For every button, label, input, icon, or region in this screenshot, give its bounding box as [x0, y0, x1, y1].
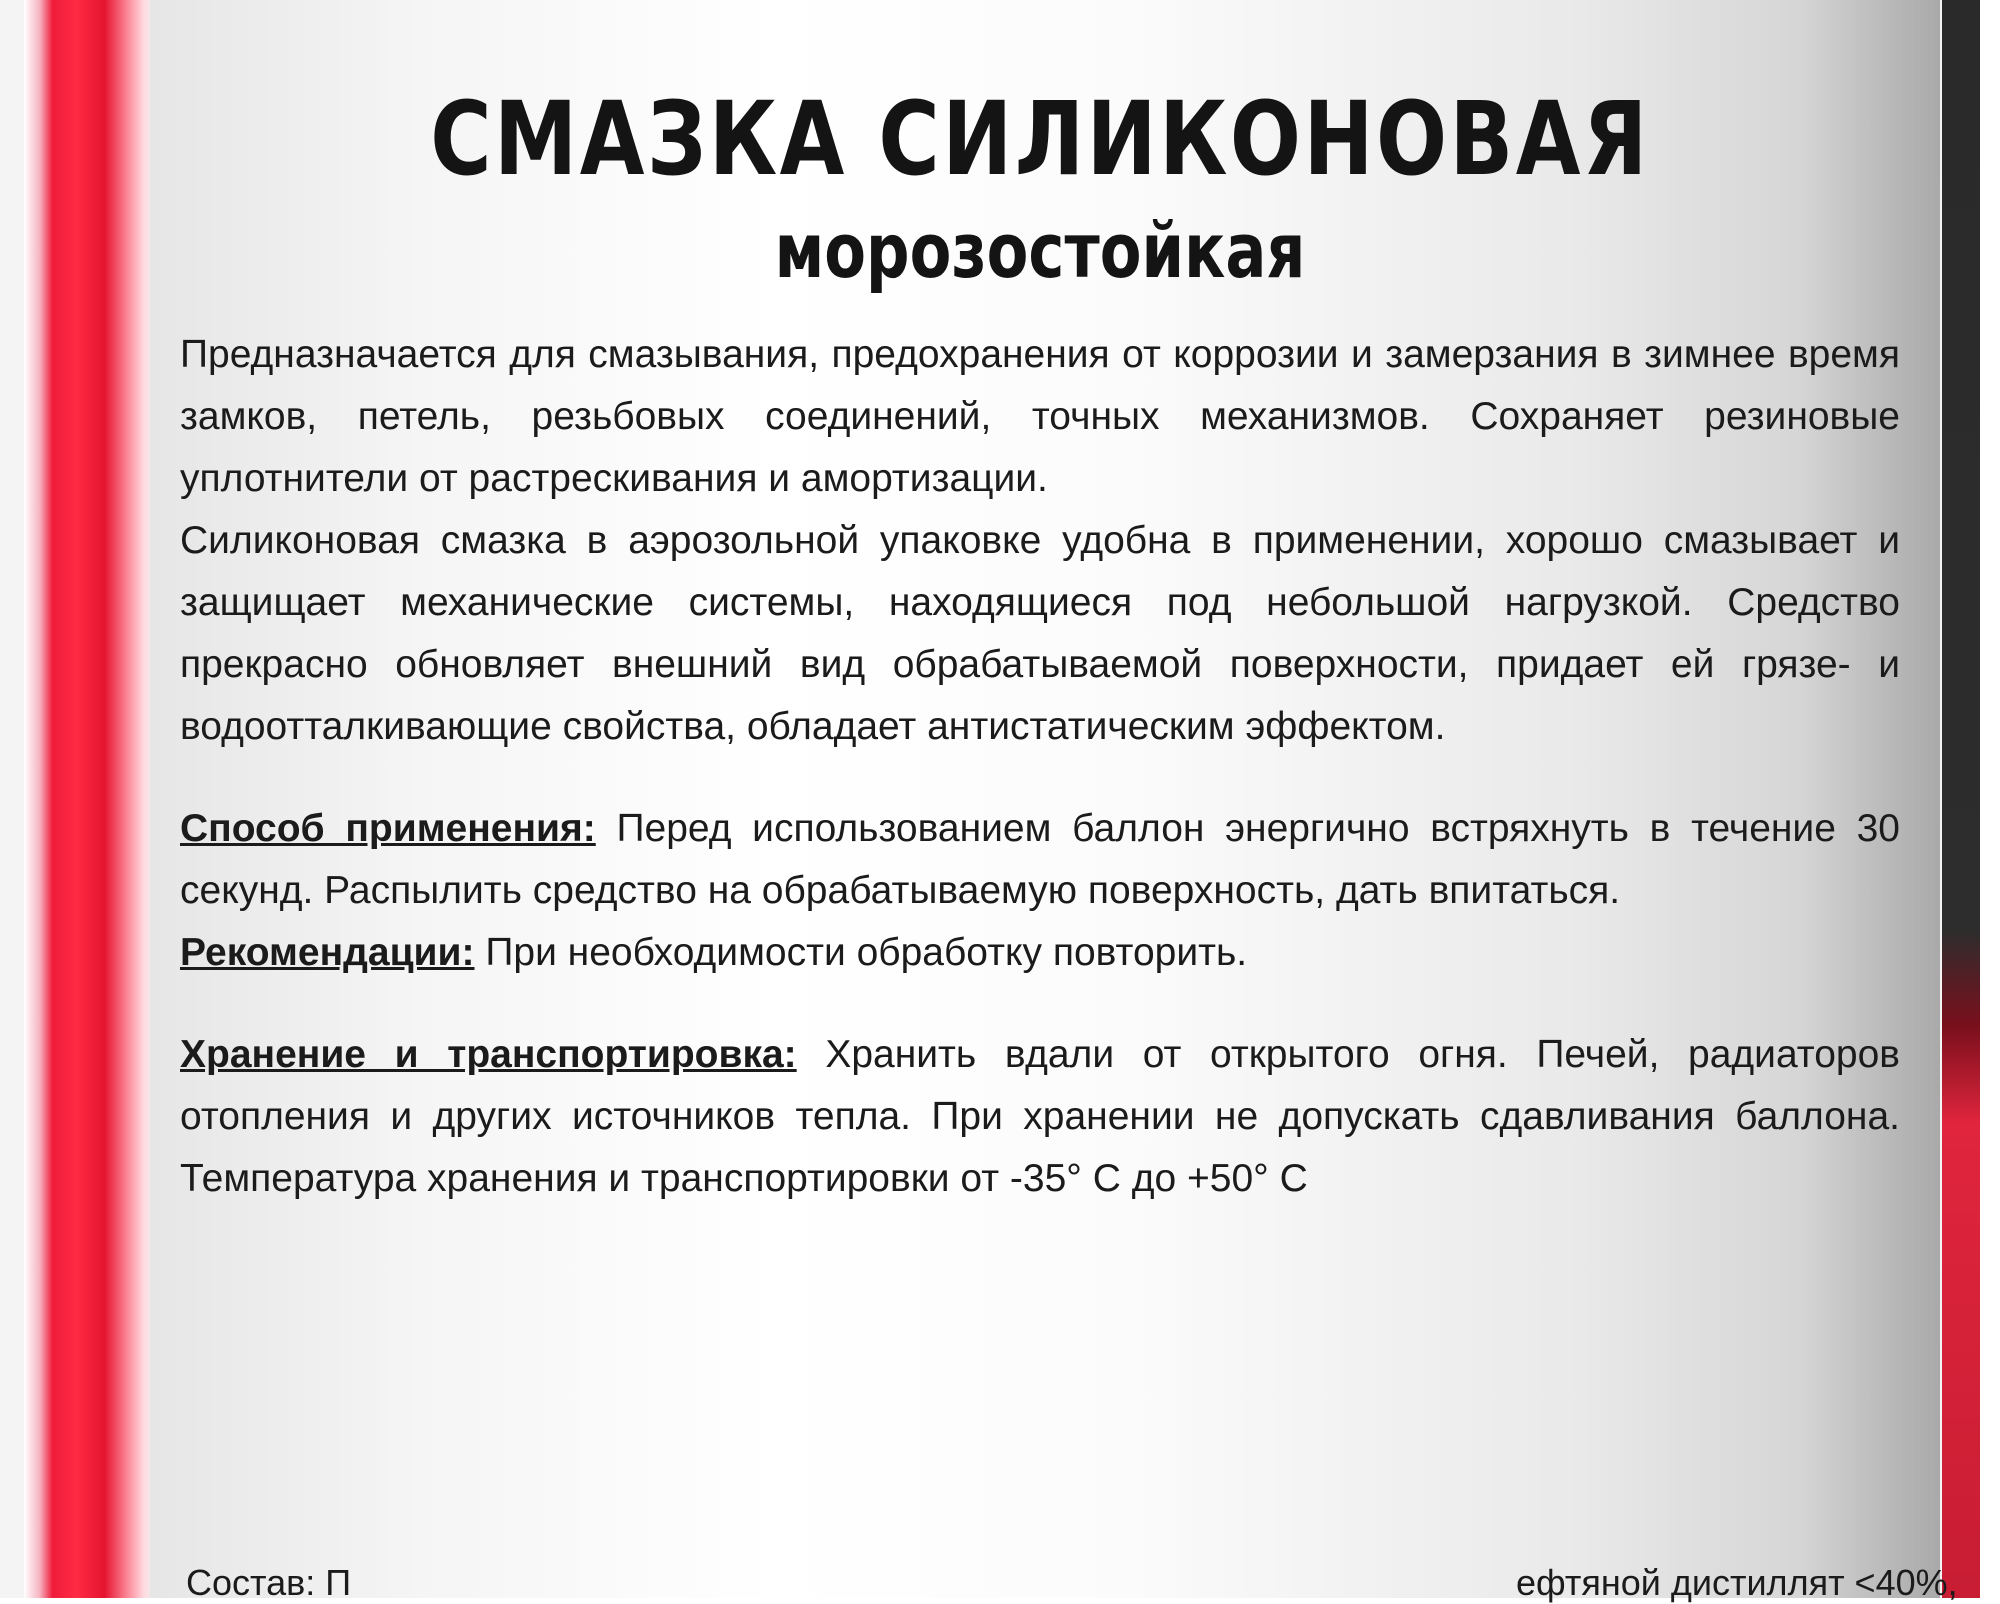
storage-text: Хранить вдали от открытого огня. Печей, радиаторов отопления и других источников тепла. При хранении не допускать сдавливания баллона. Температура хранения и транспортировки от -35° С до +50° С: [180, 1033, 1901, 1200]
recommendations-section: [180, 922, 1900, 984]
background-edge: [1980, 0, 2000, 1604]
can-stripe-right: [1942, 0, 1980, 1604]
storage-heading: Хранение и транспортировка:: [180, 1033, 797, 1076]
usage-heading: Способ применения:: [180, 807, 596, 850]
product-subtitle: морозостойкая: [774, 206, 1306, 295]
usage-section: [180, 798, 1900, 922]
storage-section: [180, 1024, 1900, 1210]
product-title: СМАЗКА СИЛИКОНОВАЯ: [430, 80, 1650, 199]
recommendations-heading: Рекомендации:: [180, 931, 475, 974]
composition-line-cropped: [186, 1562, 1958, 1604]
usage-text: Перед использованием баллон энергично встряхнуть в течение 30 секунд. Распылить средство на обрабатываемую поверхность, дать впитаться.: [180, 807, 1900, 912]
recommendations-text: При необходимости обработку повторить.: [485, 931, 1248, 974]
product-label-text: [180, 80, 1900, 1210]
description-paragraph-1: Предназначается для смазывания, предохранения от коррозии и замерзания в зимнее время замков, петель, резьбовых соединений, точных механизмов. Сохраняет резиновые уплотнители от растрескивания и амортизации.: [180, 333, 1900, 500]
composition-left: Состав: П: [186, 1562, 352, 1603]
description-paragraph-2: Силиконовая смазка в аэрозольной упаковке удобна в применении, хорошо смазывает и защищает механические системы, находящиеся под небольшой нагрузкой. Средство прекрасно обновляет внешний вид обрабатываемой поверхности, придает ей грязе- и водоотталкивающие свойства, обладает антистатическим эффектом.: [180, 519, 1900, 748]
composition-right: ефтяной дистиллят <40%,: [1516, 1562, 1958, 1603]
red-can-stripe-left: [24, 0, 154, 1604]
